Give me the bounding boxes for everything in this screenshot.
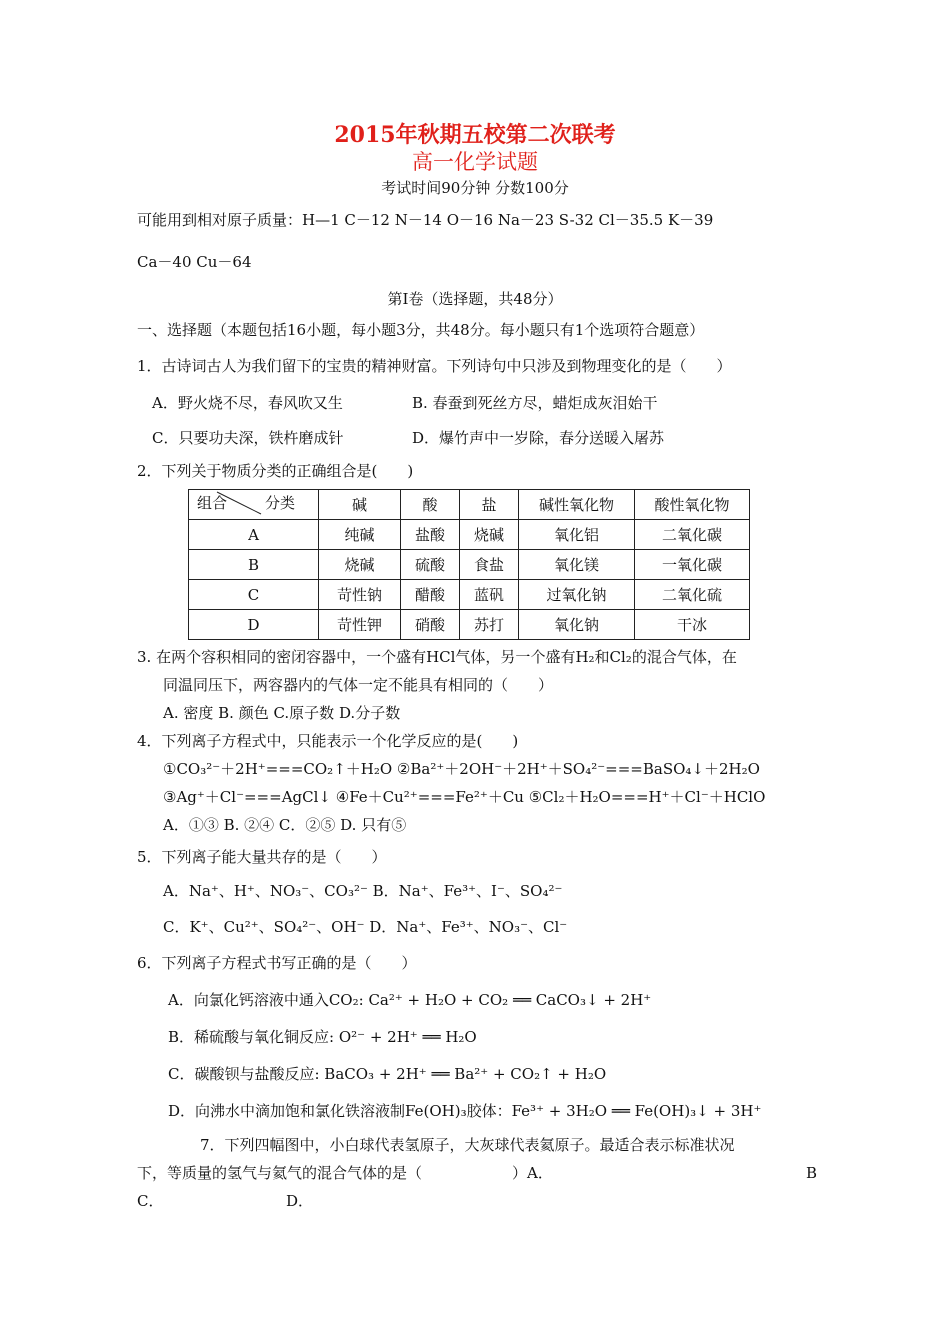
- q1-option-c: C．只要功夫深，铁杵磨成针: [152, 429, 344, 447]
- table-row: [189, 580, 750, 610]
- table-header-row: [189, 490, 750, 520]
- table-cell: 硝酸: [401, 610, 460, 640]
- classification-table: [188, 489, 750, 640]
- table-cell: 氧化钠: [519, 610, 635, 640]
- q1-option-d: D．爆竹声中一岁除，春分送暖入屠苏: [412, 429, 665, 447]
- q6-option-b: B．稀硫酸与氧化铜反应: O²⁻ + 2H⁺ ══ H₂O: [168, 1028, 477, 1046]
- atomic-mass-line-2: Ca－40 Cu－64: [137, 253, 252, 271]
- table-cell: 蓝矾: [460, 580, 519, 610]
- q7-option-d-label: D．: [286, 1192, 314, 1210]
- q2-stem: 2．下列关于物质分类的正确组合是( ): [137, 462, 414, 480]
- table-cell: 苏打: [460, 610, 519, 640]
- table-cell: D: [189, 610, 319, 640]
- exam-subtitle: 高一化学试题: [412, 150, 538, 174]
- table-cell: 氧化镁: [519, 550, 635, 580]
- atomic-mass-line-1: 可能用到相对原子质量：H—1 C－12 N－14 O－16 Na－23 S-32 Cl－35.5 K－39: [137, 211, 714, 229]
- table-cell: A: [189, 520, 319, 550]
- corner-label-group: 组合: [197, 494, 228, 512]
- q6-option-d: D．向沸水中滴加饱和氯化铁溶液制Fe(OH)₃胶体：Fe³⁺ + 3H₂O ══ Fe(OH)₃↓ + 3H⁺: [168, 1102, 762, 1120]
- q7-option-b-label: B: [806, 1164, 818, 1182]
- q4-equations-2: ③Ag⁺＋Cl⁻===AgCl↓ ④Fe＋Cu²⁺===Fe²⁺＋Cu ⑤Cl₂＋H₂O===H⁺＋Cl⁻＋HClO: [163, 788, 766, 806]
- q3-stem-line-1: 3. 在两个容积相同的密闭容器中，一个盛有HCl气体，另一个盛有H₂和Cl₂的混合气体，在: [137, 648, 737, 666]
- table-cell: 纯碱: [319, 520, 401, 550]
- corner-label-category: 分类: [265, 494, 296, 512]
- table-cell: 硫酸: [401, 550, 460, 580]
- table-cell: 一氧化碳: [635, 550, 750, 580]
- table-cell: B: [189, 550, 319, 580]
- table-cell: 干冰: [635, 610, 750, 640]
- table-header: 酸: [401, 490, 460, 520]
- q1-option-a: A．野火烧不尽，春风吹又生: [152, 394, 343, 412]
- table-cell: 食盐: [460, 550, 519, 580]
- q7-stem-line-2: 下，等质量的氢气与氦气的混合气体的是（ ）A．: [137, 1164, 553, 1182]
- table-header: 碱性氧化物: [519, 490, 635, 520]
- volume-title: 第Ⅰ卷（选择题，共48分）: [387, 290, 563, 308]
- table-cell: C: [189, 580, 319, 610]
- table-corner-cell: [189, 490, 319, 520]
- q6-option-c: C．碳酸钡与盐酸反应: BaCO₃ + 2H⁺ ══ Ba²⁺ + CO₂↑ + H₂O: [168, 1065, 607, 1083]
- q5-options-cd: C．K⁺、Cu²⁺、SO₄²⁻、OH⁻ D．Na⁺、Fe³⁺、NO₃⁻、Cl⁻: [163, 918, 568, 936]
- table-cell: 苛性钠: [319, 580, 401, 610]
- exam-title: 2015年秋期五校第二次联考: [334, 122, 616, 148]
- q4-stem: 4．下列离子方程式中，只能表示一个化学反应的是( ): [137, 732, 519, 750]
- section-instructions: 一、选择题（本题包括16小题，每小题3分，共48分。每小题只有1个选项符合题意）: [137, 321, 705, 339]
- q7-stem-line-1: 7．下列四幅图中，小白球代表氢原子，大灰球代表氦原子。最适合表示标准状况: [200, 1136, 735, 1154]
- table-header: 酸性氧化物: [635, 490, 750, 520]
- q4-options: A．①③ B. ②④ C．②⑤ D. 只有⑤: [163, 816, 407, 834]
- q7-option-c-label: C．: [137, 1192, 164, 1210]
- table-cell: 过氧化钠: [519, 580, 635, 610]
- table-cell: 苛性钾: [319, 610, 401, 640]
- q3-options: A. 密度 B. 颜色 C.原子数 D.分子数: [163, 704, 401, 722]
- table-row: [189, 610, 750, 640]
- table-row: [189, 550, 750, 580]
- q5-stem: 5．下列离子能大量共存的是（ ）: [137, 848, 387, 866]
- table-cell: 醋酸: [401, 580, 460, 610]
- table-cell: 盐酸: [401, 520, 460, 550]
- q1-stem: 1．古诗词古人为我们留下的宝贵的精神财富。下列诗句中只涉及到物理变化的是（ ）: [137, 357, 732, 375]
- q6-option-a: A．向氯化钙溶液中通入CO₂: Ca²⁺ + H₂O + CO₂ ══ CaCO₃↓ + 2H⁺: [168, 991, 652, 1009]
- table-header: 碱: [319, 490, 401, 520]
- q1-option-b: B. 春蚕到死丝方尽，蜡炬成灰泪始干: [412, 394, 658, 412]
- q3-stem-line-2: 同温同压下，两容器内的气体一定不能具有相同的（ ）: [163, 676, 554, 694]
- table-cell: 氧化铝: [519, 520, 635, 550]
- table-header: 盐: [460, 490, 519, 520]
- table-cell: 二氧化碳: [635, 520, 750, 550]
- table-cell: 二氧化硫: [635, 580, 750, 610]
- exam-info: 考试时间90分钟 分数100分: [381, 179, 569, 197]
- q6-stem: 6．下列离子方程式书写正确的是（ ）: [137, 954, 417, 972]
- q5-options-ab: A．Na⁺、H⁺、NO₃⁻、CO₃²⁻ B．Na⁺、Fe³⁺、I⁻、SO₄²⁻: [163, 882, 563, 900]
- table-cell: 烧碱: [460, 520, 519, 550]
- table-row: [189, 520, 750, 550]
- q4-equations-1: ①CO₃²⁻＋2H⁺===CO₂↑＋H₂O ②Ba²⁺＋2OH⁻＋2H⁺＋SO₄²⁻===BaSO₄↓＋2H₂O: [163, 760, 760, 778]
- table-cell: 烧碱: [319, 550, 401, 580]
